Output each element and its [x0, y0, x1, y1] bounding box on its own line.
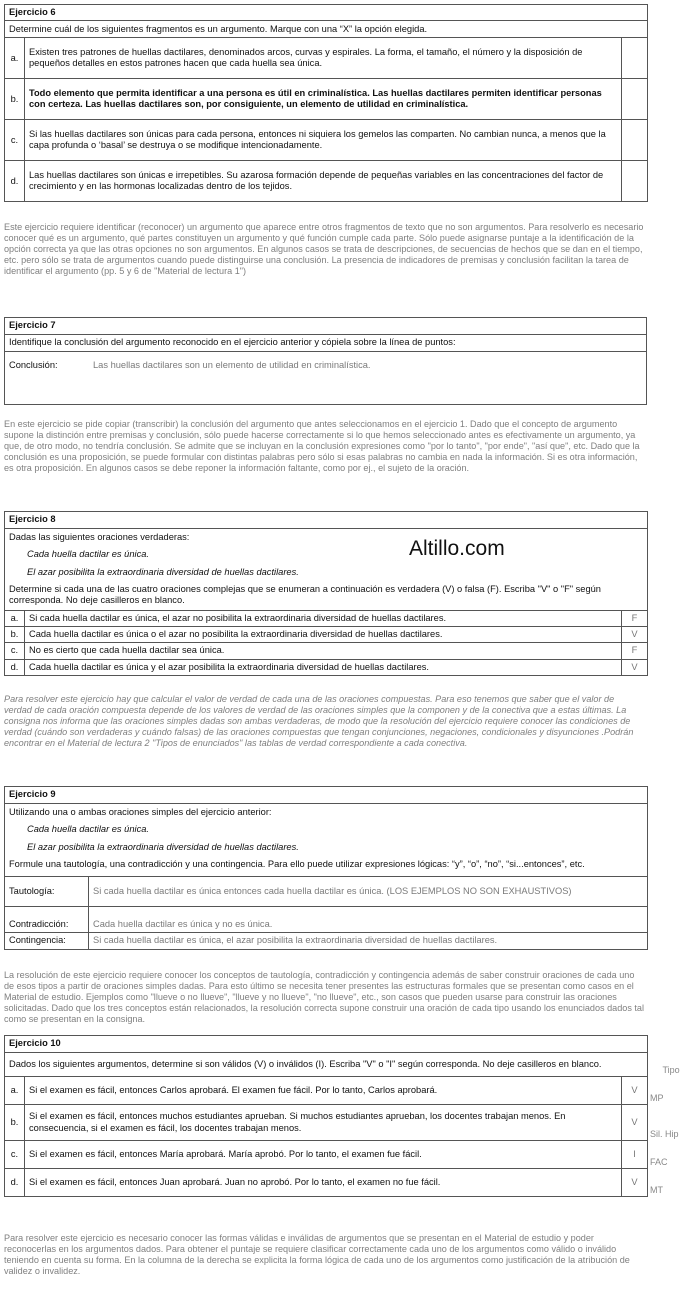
row-letter: a. — [5, 610, 25, 626]
row-text: No es cierto que cada huella dactilar sea única. — [25, 643, 622, 659]
truth-answer[interactable]: V — [622, 626, 648, 642]
tipo-value: FAC — [650, 1156, 668, 1167]
row-letter: a. — [5, 1077, 25, 1105]
row-text: Si el examen es fácil, entonces Carlos aprobará. El examen fue fácil. Por lo tanto, Carlos aprobará. — [25, 1077, 622, 1105]
ejercicio-9-body — [5, 804, 648, 877]
validity-answer[interactable]: V — [622, 1077, 648, 1105]
given-sentence: El azar posibilita la extraordinaria diversidad de huellas dactilares. — [27, 566, 299, 577]
ejercicio-8-body — [5, 529, 648, 611]
ejercicio-7-title: Ejercicio 7 — [5, 318, 647, 335]
ejercicio-10-prompt: Dados los siguientes argumentos, determine si son válidos (V) o inválidos (I). Escriba "V" o "I" según corresponda. No deje casilleros en blanco. — [5, 1053, 648, 1077]
row-label: Contingencia: — [5, 933, 89, 949]
option-text: Todo elemento que permita identificar a una persona es útil en criminalística. Las huellas dactilares permiten identificar personas con certeza. Las huellas dactilares son, por consiguiente, un elemento de utilidad en criminalística. — [25, 79, 622, 120]
given-sentence: Cada huella dactilar es única. — [27, 549, 149, 560]
tipo-value: MP — [650, 1092, 664, 1103]
ejercicio-7-explanation: En este ejercicio se pide copiar (transcribir) la conclusión del argumento que antes seleccionamos en el ejercicio 1. Dado que el concepto de argumento supone la distinción entre premisas y conclusión, sólo puede hacerse correctamente si lo que hemos seleccionado antes es efectivamente un argumento, ya que, de otro modo, no tendría conclusión. Se admite que se incluyan en la conclusión expresiones como "por lo tanto", "por ende", "así que", etc. Dado que la conclusión es una proposición, se puede formular con distintas palabras pero sólo si esas palabras no cambia en nada la información. Si es otra información, es otra proposición. En algunos casos se debe reponer la información faltante, como por ej., el sujeto de la oración. — [4, 419, 640, 473]
row-letter: d. — [5, 659, 25, 675]
ejercicio-10 — [4, 1035, 694, 1197]
option-text: Si las huellas dactilares son únicas para cada persona, entonces ni siquiera los gemelos las comparten. No cambian nunca, a menos que la capa profunda o ‘basal’ se destruya o se modifique intencionadamente. — [25, 120, 622, 161]
option-text: Las huellas dactilares son únicas e irrepetibles. Su azarosa formación depende de pequeñas variables en las concentraciones del factor de crecimiento y en las hormonas localizadas dentro de los tejidos. — [25, 161, 622, 202]
option-checkbox[interactable] — [622, 79, 648, 120]
ejercicio-9-explanation: La resolución de este ejercicio requiere conocer los conceptos de tautología, contradicción y contingencia además de saber construir oraciones de cada uno de esos tipos a partir de oraciones simples dadas. Para esto último se necesita tener presentes las estructuras formales que se presentan como casos en el Material de estudio. Ejemplos como "llueve o no llueve", "llueve y no llueve", "no llueve", etc., son casos que pueden usarse para construir las oraciones solicitadas. Dado que los tres conceptos están relacionados, la resolución correcta supone construir una oración de cada tipo usando los enunciados dados tal como se presentan en la consigna. — [4, 970, 644, 1024]
option-checkbox[interactable] — [622, 38, 648, 79]
ejercicio-6-explanation: Este ejercicio requiere identificar (reconocer) un argumento que aparece entre otros fragmentos de texto que no son argumentos. Para resolverlo es necesario conocer qué es un argumento, qué partes constituyen un argumento y qué función cumple cada parte. Sólo puede asignarse puntaje a la identificación de la opción correcta ya que las otras opciones no son argumentos. En algunos casos se trata de descripciones, de secuencias de hechos que se dan en el tiempo, etc. pero sólo se trata de argumentos cuando puede distinguirse una conclusión. La presencia de indicadores de premisas y conclusión facilitan la tarea de identificar el argumento (pp. 5 y 6 de "Material de lectura 1") — [4, 222, 644, 276]
tipo-value: MT — [650, 1184, 664, 1195]
ejercicio-10-explanation: Para resolver este ejercicio es necesario conocer las formas válidas e inválidas de argumentos que se presentan en el Material de estudio y poder reconocerlas en los argumentos dados. Para obtener el puntaje se requiere clasificar correctamente cada uno de los argumentos como válido o inválido teniendo en cuenta su forma. En la columna de la derecha se explicita la forma lógica de cada uno de los argumentos como justificación de la atribución de validez o invalidez. — [4, 1233, 630, 1276]
ejercicio-8-instruction: Determine si cada una de las cuatro oraciones complejas que se enumeran a continuación es verdadera (V) o falsa (F). Escriba "V" o "F" según corresponda. No deje casilleros en blanco. — [9, 583, 601, 606]
ejercicio-9-intro: Utilizando una o ambas oraciones simples del ejercicio anterior: — [9, 807, 272, 817]
altillo-logo: Altillo.com — [409, 537, 505, 560]
row-text: Si cada huella dactilar es única, el azar no posibilita la extraordinaria diversidad de huellas dactilares. — [25, 610, 622, 626]
row-letter: c. — [5, 643, 25, 659]
ejercicio-9-instruction: Formule una tautología, una contradicción y una contingencia. Para ello puede utilizar expresiones lógicas: “y”, “o”, “no”, “si...entonces”, etc. — [9, 858, 585, 869]
ejercicio-7 — [4, 317, 647, 405]
row-text: Si el examen es fácil, entonces muchos estudiantes aprueban. Si muchos estudiantes aprueban, los docentes trabajan menos. En consecuencia, si el examen es fácil, los docentes trabajan menos. — [25, 1105, 622, 1141]
truth-answer[interactable]: F — [622, 643, 648, 659]
validity-answer[interactable]: I — [622, 1141, 648, 1169]
row-letter: d. — [5, 1169, 25, 1197]
conclusion-answer[interactable]: Las huellas dactilares son un elemento de utilidad en criminalística. — [93, 360, 371, 370]
given-sentence: El azar posibilita la extraordinaria diversidad de huellas dactilares. — [27, 841, 299, 852]
ejercicio-7-prompt: Identifique la conclusión del argumento reconocido en el ejercicio anterior y cópiela sobre la línea de puntos: — [5, 335, 647, 352]
given-sentence: Cada huella dactilar es única. — [27, 824, 149, 835]
tipo-value: Sil. Hip — [650, 1128, 679, 1139]
ejercicio-6 — [4, 4, 647, 202]
option-letter: d. — [5, 161, 25, 202]
ejercicio-10-title: Ejercicio 10 — [5, 1036, 648, 1053]
ejercicio-9-title: Ejercicio 9 — [5, 787, 648, 804]
truth-answer[interactable]: F — [622, 610, 648, 626]
tautologia-answer[interactable]: Si cada huella dactilar es única entonces cada huella dactilar es única. (LOS EJEMPLOS NO SON EXHAUSTIVOS) — [89, 877, 648, 907]
ejercicio-8-intro: Dadas las siguientes oraciones verdaderas: — [9, 532, 190, 542]
row-text: Si el examen es fácil, entonces María aprobará. María aprobó. Por lo tanto, el examen fue fácil. — [25, 1141, 622, 1169]
option-letter: b. — [5, 79, 25, 120]
ejercicio-8-title: Ejercicio 8 — [5, 512, 648, 529]
ejercicio-6-title: Ejercicio 6 — [5, 5, 648, 21]
option-letter: c. — [5, 120, 25, 161]
conclusion-row — [5, 352, 647, 405]
conclusion-label: Conclusión: — [9, 360, 58, 370]
validity-answer[interactable]: V — [622, 1169, 648, 1197]
ejercicio-8 — [4, 511, 647, 676]
contingencia-answer[interactable]: Si cada huella dactilar es única, el azar posibilita la extraordinaria diversidad de huellas dactilares. — [89, 933, 648, 949]
row-label: Contradicción: — [5, 907, 89, 933]
ejercicio-9 — [4, 786, 647, 950]
ejercicio-6-prompt: Determine cuál de los siguientes fragmentos es un argumento. Marque con una “X” la opción elegida. — [5, 21, 648, 38]
option-text: Existen tres patrones de huellas dactilares, denominados arcos, curvas y espirales. La forma, el tamaño, el número y la disposición de pequeños detalles en estos patrones hacen que cada huella sea única. — [25, 38, 622, 79]
row-text: Cada huella dactilar es única y el azar posibilita la extraordinaria diversidad de huellas dactilares. — [25, 659, 622, 675]
row-text: Si el examen es fácil, entonces Juan aprobará. Juan no aprobó. Por lo tanto, el examen no fue fácil. — [25, 1169, 622, 1197]
row-letter: c. — [5, 1141, 25, 1169]
truth-answer[interactable]: V — [622, 659, 648, 675]
row-label: Tautología: — [5, 877, 89, 907]
option-letter: a. — [5, 38, 25, 79]
row-text: Cada huella dactilar es única o el azar no posibilita la extraordinaria diversidad de huellas dactilares. — [25, 626, 622, 642]
row-letter: b. — [5, 1105, 25, 1141]
tipo-header: Tipo — [662, 1064, 680, 1075]
option-checkbox[interactable] — [622, 161, 648, 202]
validity-answer[interactable]: V — [622, 1105, 648, 1141]
contradiccion-answer[interactable]: Cada huella dactilar es única y no es única. — [89, 907, 648, 933]
row-letter: b. — [5, 626, 25, 642]
ejercicio-8-explanation: Para resolver este ejercicio hay que calcular el valor de verdad de cada una de las oraciones compuestas. Para eso tenemos que saber que el valor de verdad de cada oración compuesta depende de los valores de verdad de las oraciones simples que la componen y de la conectiva que a estas últimas. La consigna nos informa que las oraciones simples dadas son ambas verdaderas, de modo que la resolución del ejercicio requiere conocer las condiciones de verdad (cuándo son verdaderas y cuándo falsas) de las oraciones compuestas que tengan conjunciones, negaciones, condicionales y disyunciones .Podrán encontrar en el Material de lectura 2 "Tipos de enunciados" las tablas de verdad correspondiente a cada conectiva. — [4, 694, 634, 748]
option-checkbox[interactable] — [622, 120, 648, 161]
